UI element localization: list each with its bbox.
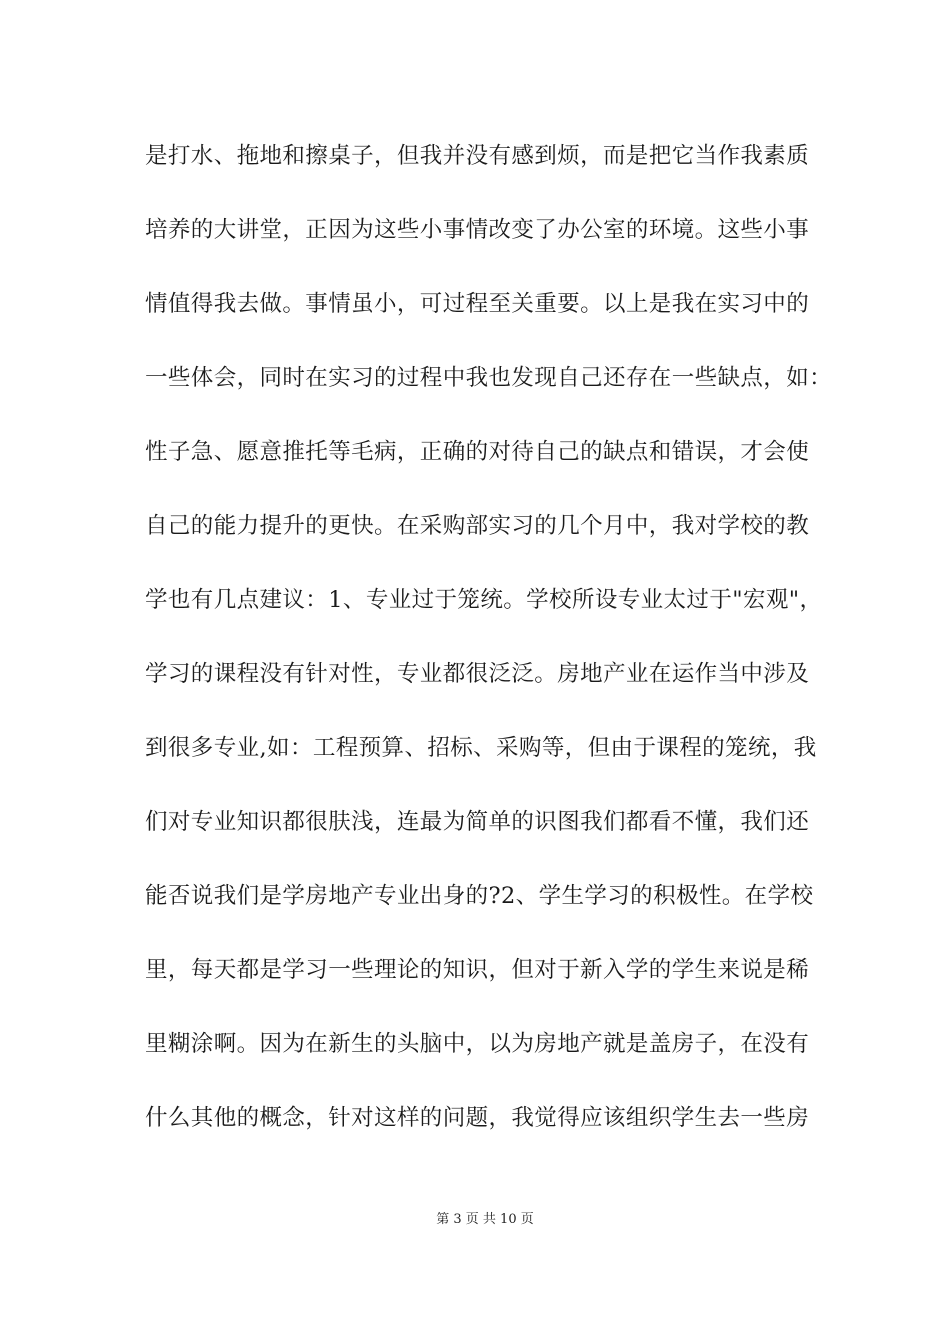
text-line: 里糊涂啊。因为在新生的头脑中，以为房地产就是盖房子，在没有 xyxy=(145,1031,810,1057)
page-number-footer: 第 3 页 共 10 页 xyxy=(436,1212,534,1227)
text-line: 是打水、拖地和擦桌子，但我并没有感到烦，而是把它当作我素质 xyxy=(145,143,810,169)
body-text xyxy=(145,133,835,1169)
text-line: 学习的课程没有针对性，专业都很泛泛。房地产业在运作当中涉及 xyxy=(145,661,810,687)
text-line: 们对专业知识都很肤浅，连最为简单的识图我们都看不懂，我们还 xyxy=(145,809,810,835)
text-line: 学也有几点建议：1、专业过于笼统。学校所设专业太过于"宏观"， xyxy=(145,587,823,613)
text-line: 里，每天都是学习一些理论的知识，但对于新入学的学生来说是稀 xyxy=(145,957,810,983)
text-line: 性子急、愿意推托等毛病，正确的对待自己的缺点和错误，才会使 xyxy=(145,439,810,465)
text-line: 情值得我去做。事情虽小，可过程至关重要。以上是我在实习中的 xyxy=(145,291,810,317)
text-line: 到很多专业,如：工程预算、招标、采购等，但由于课程的笼统，我 xyxy=(145,735,817,761)
text-line: 培养的大讲堂，正因为这些小事情改变了办公室的环境。这些小事 xyxy=(145,217,810,243)
text-line: 能否说我们是学房地产专业出身的?2、学生学习的积极性。在学校 xyxy=(145,883,814,909)
text-line: 一些体会，同时在实习的过程中我也发现自己还存在一些缺点，如： xyxy=(145,365,833,391)
text-line: 自己的能力提升的更快。在采购部实习的几个月中，我对学校的教 xyxy=(145,513,810,539)
text-line: 什么其他的概念，针对这样的问题，我觉得应该组织学生去一些房 xyxy=(145,1105,810,1131)
